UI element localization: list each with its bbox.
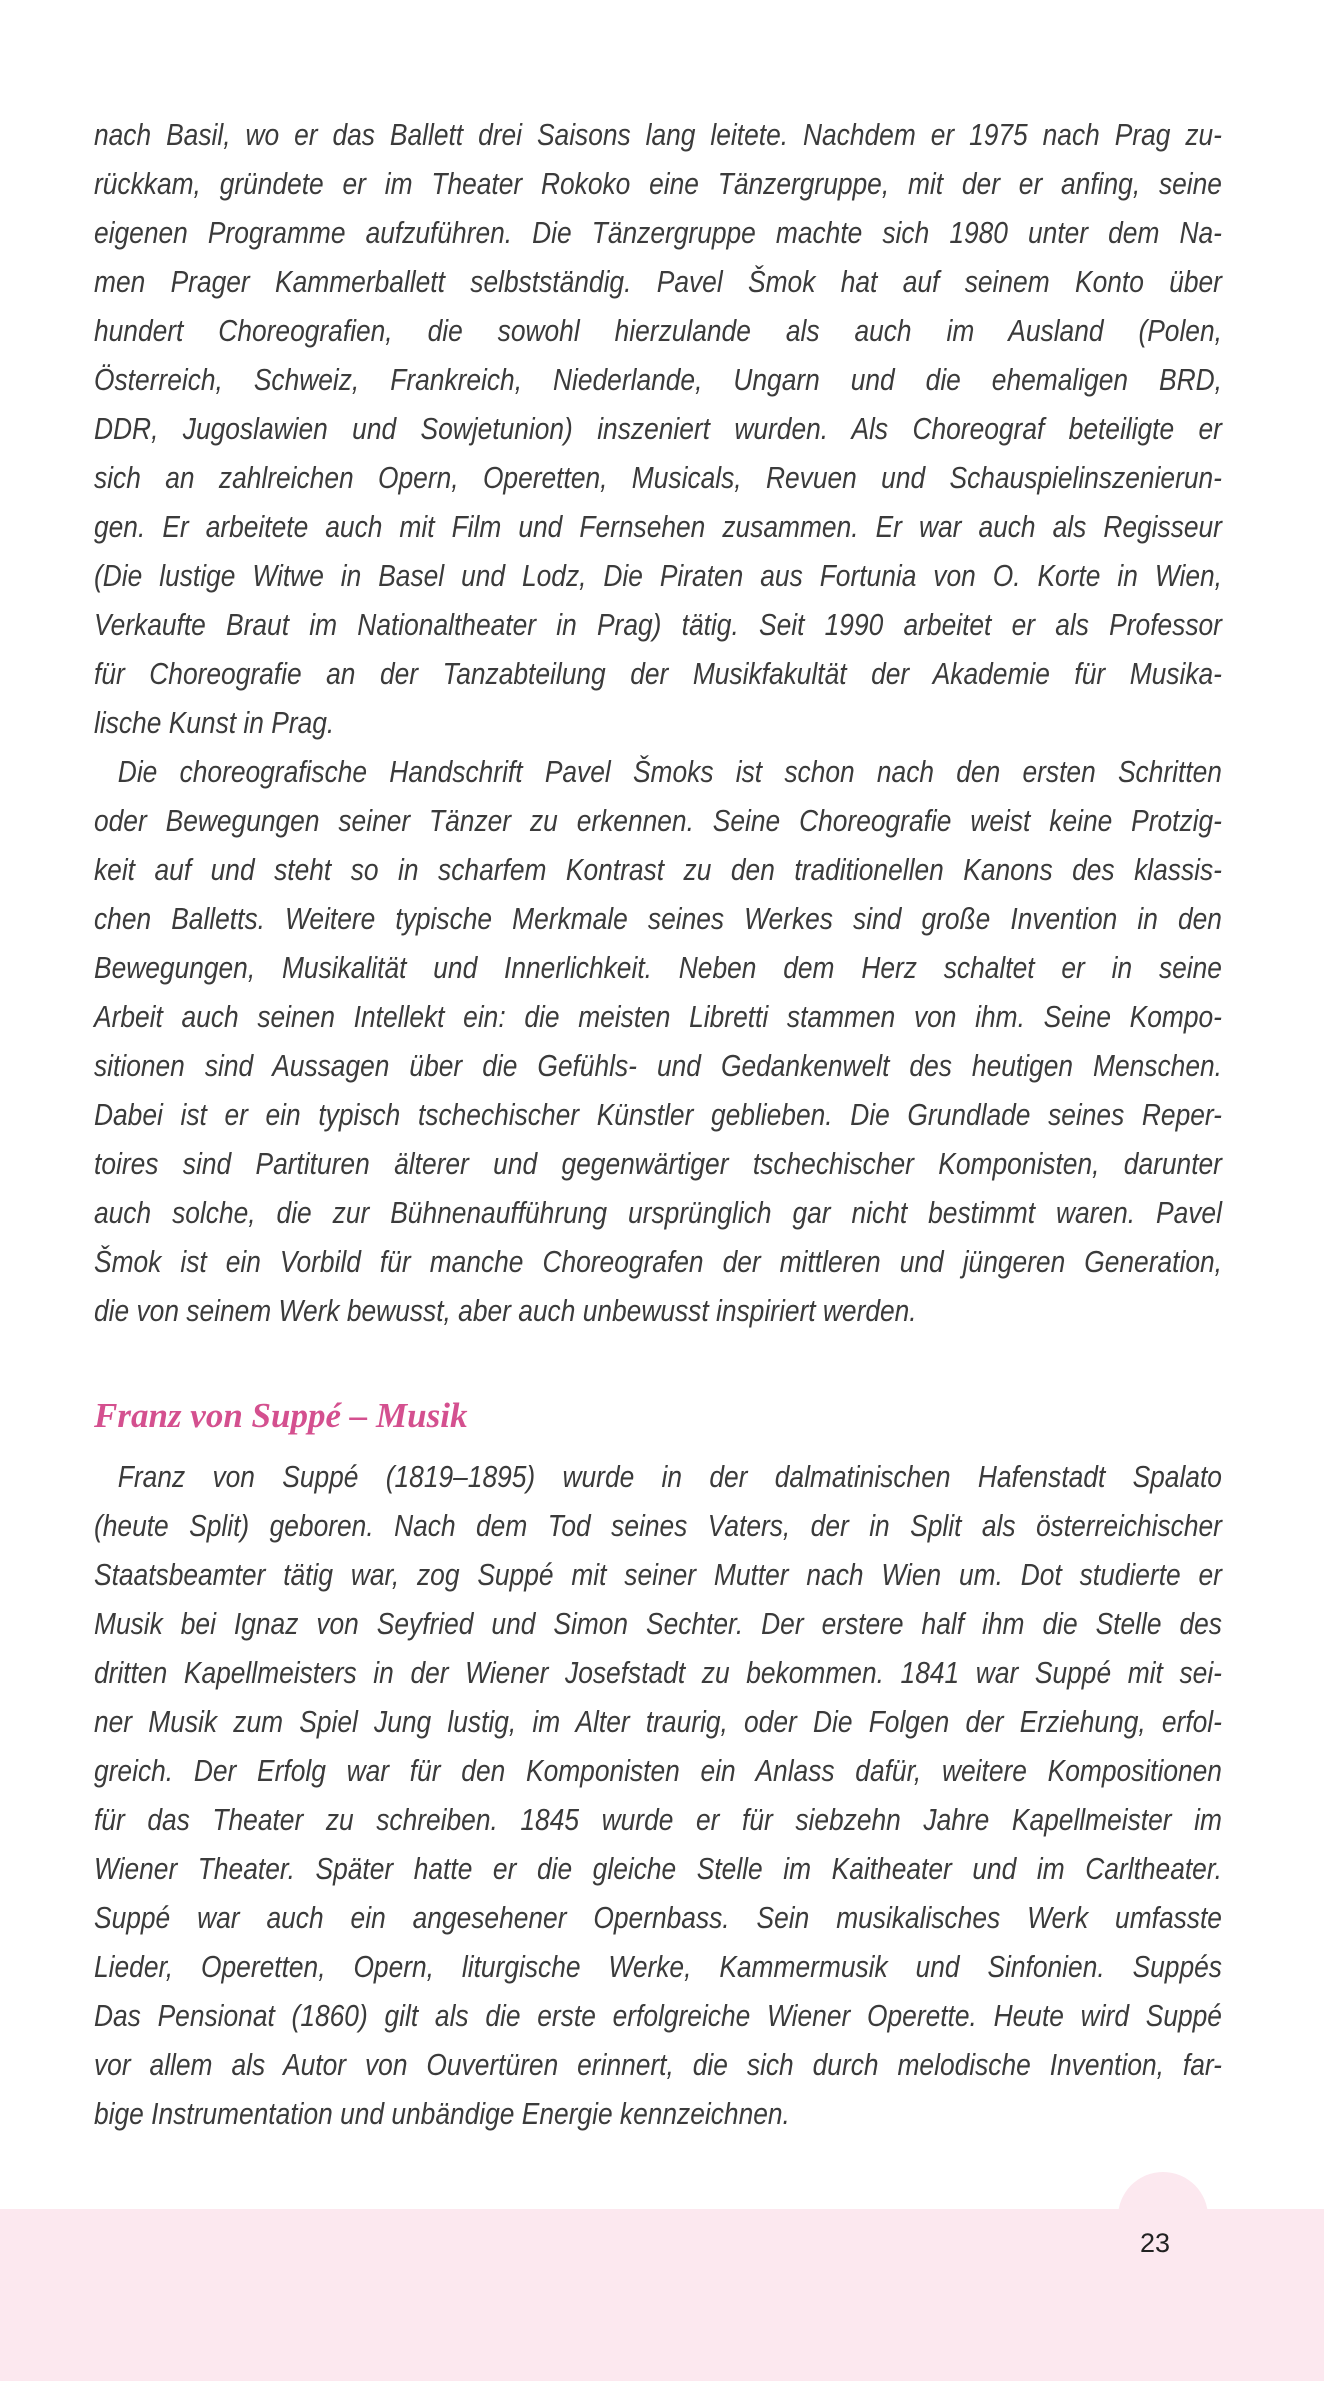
text-line: Staatsbeamter tätig war, zog Suppé mit seiner Mutter nach Wien um. Dot studierte er [94,1557,1222,1592]
text-line: keit auf und steht so in scharfem Kontrast zu den traditionellen Kanons des klassis- [94,852,1222,887]
text-line: Das Pensionat (1860) gilt als die erste erfolgreiche Wiener Operette. Heute wird Suppé [94,1998,1222,2033]
text-line: sich an zahlreichen Opern, Operetten, Musicals, Revuen und Schauspielinszenierun- [94,460,1222,495]
text-line: oder Bewegungen seiner Tänzer zu erkennen. Seine Choreografie weist keine Protzig- [94,803,1222,838]
text-line: Musik bei Ignaz von Seyfried und Simon Sechter. Der erstere half ihm die Stelle des [94,1606,1222,1641]
text-line: eigenen Programme aufzuführen. Die Tänzergruppe machte sich 1980 unter dem Na- [94,215,1222,250]
text-line: toires sind Partituren älterer und gegenwärtiger tschechischer Komponisten, darunter [94,1146,1222,1181]
text-line: Österreich, Schweiz, Frankreich, Niederlande, Ungarn und die ehemaligen BRD, [94,362,1222,397]
text-line: hundert Choreografien, die sowohl hierzulande als auch im Ausland (Polen, [94,313,1222,348]
text-line: vor allem als Autor von Ouvertüren erinnert, die sich durch melodische Invention, far- [94,2047,1222,2082]
text-line: die von seinem Werk bewusst, aber auch unbewusst inspiriert werden. [94,1293,917,1328]
text-line: Die choreografische Handschrift Pavel Šmoks ist schon nach den ersten Schritten [117,754,1222,789]
section-heading-suppe: Franz von Suppé – Musik [94,1396,468,1435]
text-line: Verkaufte Braut im Nationaltheater in Prag) tätig. Seit 1990 arbeitet er als Professor [94,607,1222,642]
text-line: Wiener Theater. Später hatte er die gleiche Stelle im Kaitheater und im Carltheater. [94,1851,1222,1886]
text-line: (Die lustige Witwe in Basel und Lodz, Die Piraten aus Fortunia von O. Korte in Wien, [94,558,1222,593]
page-number: 23 [1140,2228,1171,2258]
text-line: für Choreografie an der Tanzabteilung der Musikfakultät der Akademie für Musika- [94,656,1222,691]
text-line: Arbeit auch seinen Intellekt ein: die meisten Libretti stammen von ihm. Seine Kompo- [94,999,1222,1034]
paragraph [94,110,1222,747]
text-line: nach Basil, wo er das Ballett drei Saisons lang leitete. Nachdem er 1975 nach Prag zu- [94,117,1222,152]
text-line: rückkam, gründete er im Theater Rokoko eine Tänzergruppe, mit der er anfing, seine [94,166,1222,201]
text-line: für das Theater zu schreiben. 1845 wurde er für siebzehn Jahre Kapellmeister im [94,1802,1222,1837]
page-tab [1118,2172,1208,2232]
section-suppe-text [94,1452,1222,2138]
text-line: Bewegungen, Musikalität und Innerlichkeit. Neben dem Herz schaltet er in seine [94,950,1222,985]
text-line: chen Balletts. Weitere typische Merkmale seines Werkes sind große Invention in den [94,901,1222,936]
text-line: Dabei ist er ein typisch tschechischer Künstler geblieben. Die Grundlade seines Reper- [94,1097,1222,1132]
text-line: men Prager Kammerballett selbstständig. Pavel Šmok hat auf seinem Konto über [94,264,1222,299]
text-line: Šmok ist ein Vorbild für manche Choreografen der mittleren und jüngeren Generation, [94,1244,1222,1279]
paragraph [94,747,1222,1335]
text-line: Franz von Suppé (1819–1895) wurde in der dalmatinischen Hafenstadt Spalato [117,1459,1222,1494]
footer-band [0,2209,1324,2381]
text-line: gen. Er arbeitete auch mit Film und Fernsehen zusammen. Er war auch als Regisseur [94,509,1222,544]
text-line: DDR, Jugoslawien und Sowjetunion) inszeniert wurden. Als Choreograf beteiligte er [94,411,1222,446]
text-line: auch solche, die zur Bühnenaufführung ursprünglich gar nicht bestimmt waren. Pavel [94,1195,1222,1230]
text-line: bige Instrumentation und unbändige Energie kennzeichnen. [94,2096,790,2131]
section-smok-text [94,110,1222,1335]
text-line: lische Kunst in Prag. [94,705,335,740]
text-line: Suppé war auch ein angesehener Opernbass. Sein musikalisches Werk umfasste [94,1900,1222,1935]
text-line: sitionen sind Aussagen über die Gefühls- und Gedankenwelt des heutigen Menschen. [94,1048,1222,1083]
text-line: dritten Kapellmeisters in der Wiener Josefstadt zu bekommen. 1841 war Suppé mit sei- [94,1655,1222,1690]
paragraph [94,1452,1222,2138]
text-line: Lieder, Operetten, Opern, liturgische Werke, Kammermusik und Sinfonien. Suppés [94,1949,1222,1984]
text-line: ner Musik zum Spiel Jung lustig, im Alter traurig, oder Die Folgen der Erziehung, erfol- [94,1704,1222,1739]
text-line: (heute Split) geboren. Nach dem Tod seines Vaters, der in Split als österreichischer [94,1508,1222,1543]
text-line: greich. Der Erfolg war für den Komponisten ein Anlass dafür, weitere Kompositionen [94,1753,1222,1788]
